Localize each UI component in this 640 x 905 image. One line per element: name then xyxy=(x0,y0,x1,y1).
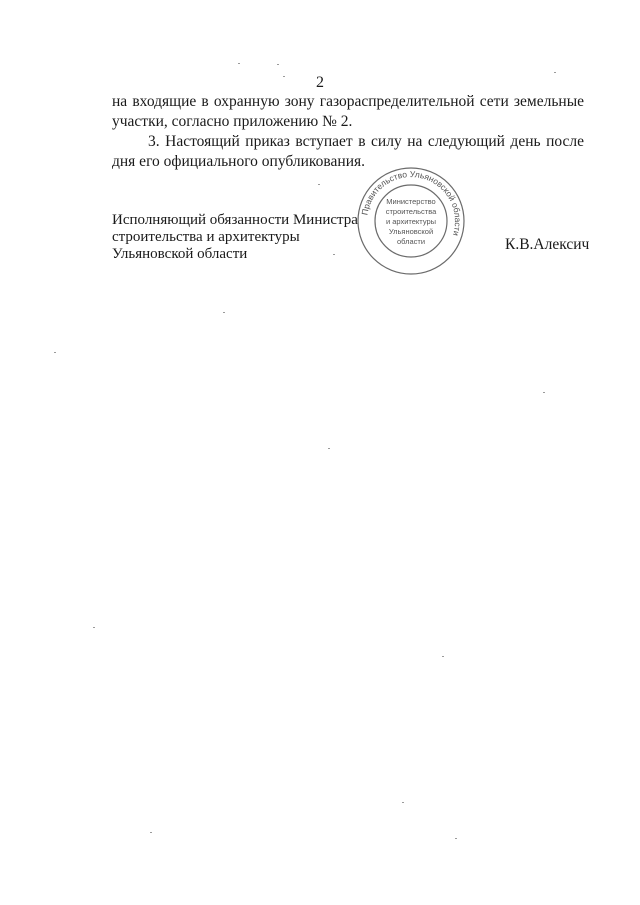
seal-graphic xyxy=(352,166,470,276)
signature-block xyxy=(112,212,358,263)
svg-text:строительства: строительства xyxy=(385,207,437,216)
scan-speck xyxy=(554,72,556,73)
scan-speck xyxy=(93,627,95,628)
signature-title-line-2: строительства и архитектуры xyxy=(112,229,300,245)
scan-speck xyxy=(238,63,240,64)
paragraph-3: 3. Настоящий приказ вступает в силу на следующий день после дня его официального опубликования. xyxy=(112,133,584,170)
signature-title-line-1: Исполняющий обязанности Министра xyxy=(112,212,358,228)
svg-text:области: области xyxy=(396,237,426,246)
svg-text:Министерство: Министерство xyxy=(386,197,436,206)
scan-speck xyxy=(318,184,320,185)
page-number: 2 xyxy=(316,74,324,91)
scan-speck xyxy=(328,448,330,449)
scan-speck xyxy=(283,76,285,77)
svg-text:и архитектуры: и архитектуры xyxy=(385,217,437,226)
official-seal xyxy=(352,166,470,276)
signature-title-line-3: Ульяновской области xyxy=(112,246,248,262)
scan-speck xyxy=(277,64,279,65)
scan-speck xyxy=(442,656,444,657)
body-text xyxy=(112,92,584,172)
scan-speck xyxy=(333,254,335,255)
scan-speck xyxy=(543,392,545,393)
scan-speck xyxy=(54,352,56,353)
signer-name: К.В.Алексич xyxy=(505,236,590,253)
svg-text:Правительство Ульяновской обла: Правительство Ульяновской области xyxy=(359,168,464,238)
paragraph-continuation: на входящие в охранную зону газораспределительной сети земельные участки, согласно приложению № 2. xyxy=(112,93,584,130)
svg-text:Ульяновской: Ульяновской xyxy=(388,227,434,236)
scan-speck xyxy=(455,838,457,839)
scan-speck xyxy=(223,312,225,313)
scan-speck xyxy=(402,802,404,803)
scan-speck xyxy=(150,832,152,833)
